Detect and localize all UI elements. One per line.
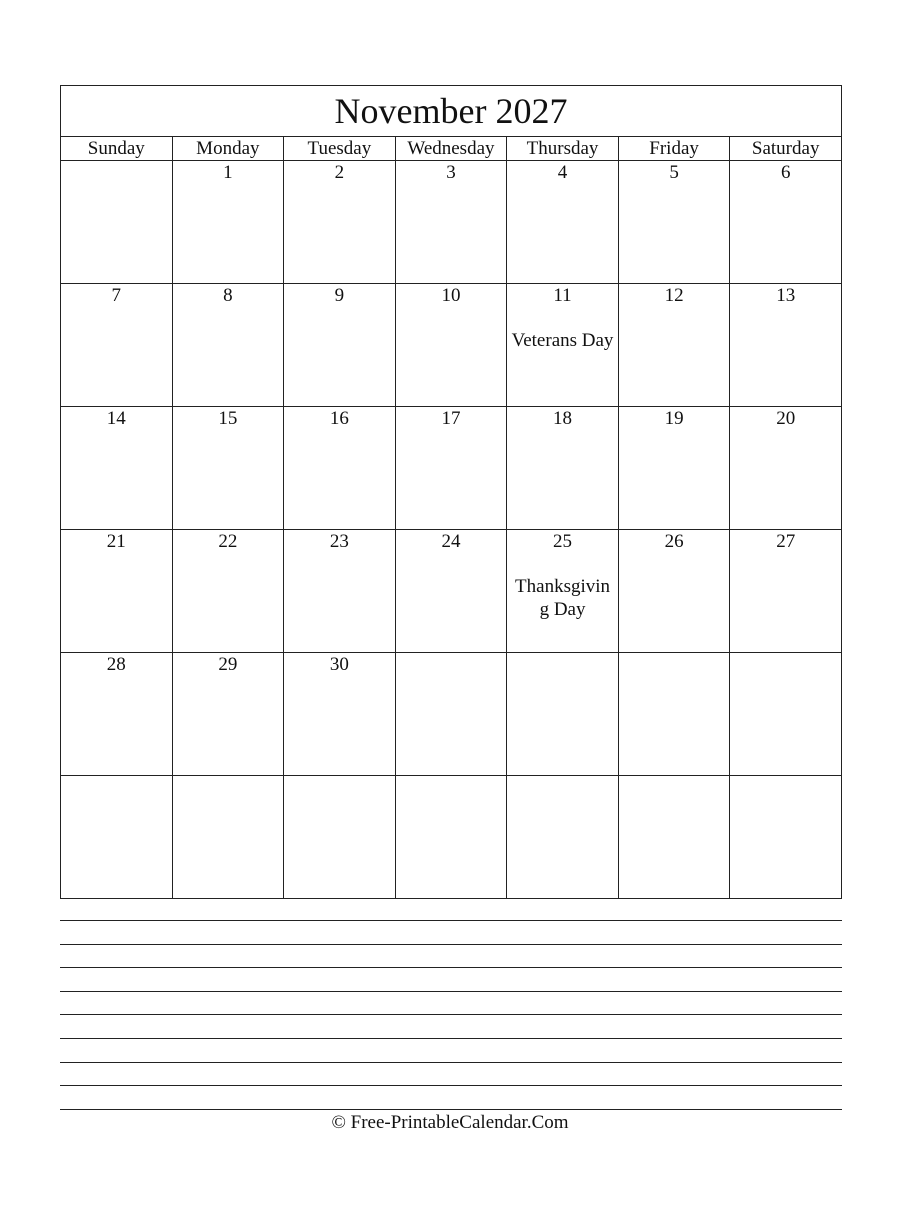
day-cell: [618, 530, 730, 653]
day-cell: [730, 776, 842, 899]
note-line: [60, 1038, 842, 1062]
day-number: 27: [776, 531, 796, 552]
day-number: 6: [780, 162, 791, 183]
day-number: [619, 776, 730, 777]
day-cell: [618, 161, 730, 284]
day-number: [396, 653, 507, 654]
notes-lines: [60, 920, 842, 1132]
day-cell: [61, 530, 173, 653]
weekday-sunday: Sunday: [61, 137, 173, 161]
day-cell: [730, 653, 842, 776]
note-line: [60, 1062, 842, 1086]
day-cell: [172, 653, 284, 776]
day-cell: [395, 776, 507, 899]
day-cell: [172, 776, 284, 899]
day-number: 2: [334, 162, 345, 183]
day-cell: [618, 776, 730, 899]
day-cell: [730, 407, 842, 530]
weekday-monday: Monday: [172, 137, 284, 161]
note-line: [60, 991, 842, 1015]
day-number: 5: [669, 162, 679, 183]
week-row: [61, 284, 842, 407]
day-number: 23: [329, 531, 349, 552]
day-cell: [284, 161, 396, 284]
day-number: 21: [106, 531, 126, 552]
day-cell: [618, 653, 730, 776]
weekday-thursday: Thursday: [507, 137, 619, 161]
day-number: 26: [664, 531, 684, 552]
note-line: [60, 1014, 842, 1038]
day-cell: [507, 161, 619, 284]
day-number: [730, 653, 841, 654]
footer-credit: © Free-PrintableCalendar.Com: [331, 1112, 569, 1133]
note-line: [60, 967, 842, 991]
day-number: [284, 776, 395, 777]
day-number: 19: [664, 408, 684, 429]
day-cell: [507, 776, 619, 899]
day-cell: [730, 284, 842, 407]
day-number: 1: [223, 162, 233, 183]
day-number: 13: [776, 285, 796, 306]
day-cell: [284, 530, 396, 653]
day-cell: [618, 407, 730, 530]
day-cell: [172, 407, 284, 530]
day-number: 8: [223, 285, 233, 306]
day-number: 12: [664, 285, 684, 306]
note-line: [60, 1085, 842, 1109]
week-row: [61, 653, 842, 776]
day-number: [396, 776, 507, 777]
week-row: [61, 530, 842, 653]
day-cell: [395, 653, 507, 776]
day-number: [61, 161, 172, 162]
calendar-title: November 2027: [61, 86, 842, 137]
day-number: 14: [106, 408, 126, 429]
day-number: [730, 776, 841, 777]
day-cell: [172, 284, 284, 407]
day-number: [507, 653, 618, 654]
weekday-header-row: [61, 137, 842, 161]
day-number: 4: [557, 162, 568, 183]
day-cell: [507, 653, 619, 776]
day-cell: [284, 653, 396, 776]
calendar-grid: [60, 85, 842, 899]
day-cell: [284, 284, 396, 407]
day-number: [61, 776, 172, 777]
day-number: 24: [441, 531, 461, 552]
day-number: 3: [446, 162, 456, 183]
day-cell: [507, 530, 619, 653]
weekday-tuesday: Tuesday: [284, 137, 396, 161]
day-number: 18: [553, 408, 573, 429]
day-number: 17: [441, 408, 461, 429]
week-row: [61, 407, 842, 530]
day-cell: [284, 407, 396, 530]
day-cell: [395, 530, 507, 653]
day-number: 28: [106, 654, 126, 675]
day-number: [619, 653, 730, 654]
day-cell: [61, 407, 173, 530]
day-cell: [61, 776, 173, 899]
day-cell: [730, 530, 842, 653]
day-cell: [172, 161, 284, 284]
day-number: 11: [553, 285, 572, 306]
week-row: [61, 161, 842, 284]
day-number: 22: [218, 531, 238, 552]
note-line: [60, 944, 842, 968]
day-cell: [395, 161, 507, 284]
weekday-friday: Friday: [618, 137, 730, 161]
holiday-label: Veterans Day: [511, 330, 614, 351]
day-number: 25: [553, 531, 573, 552]
weekday-wednesday: Wednesday: [395, 137, 507, 161]
day-cell: [61, 653, 173, 776]
day-cell: [507, 284, 619, 407]
day-number: 7: [111, 285, 122, 306]
day-cell: [730, 161, 842, 284]
day-cell: [61, 161, 173, 284]
day-cell: [61, 284, 173, 407]
day-number: [507, 776, 618, 777]
day-number: 16: [329, 408, 349, 429]
week-row: [61, 776, 842, 899]
day-number: [173, 776, 284, 777]
day-cell: [284, 776, 396, 899]
day-number: 15: [218, 408, 238, 429]
day-number: 9: [334, 285, 345, 306]
day-number: 29: [218, 654, 238, 675]
day-number: 30: [329, 654, 349, 675]
day-cell: [395, 407, 507, 530]
day-number: 10: [441, 285, 461, 306]
day-cell: [507, 407, 619, 530]
weekday-saturday: Saturday: [730, 137, 842, 161]
note-line: [60, 920, 842, 944]
day-number: 20: [776, 408, 796, 429]
holiday-label: Thanksgiving Day: [515, 576, 611, 620]
day-cell: [395, 284, 507, 407]
calendar-body: [61, 161, 842, 899]
day-cell: [618, 284, 730, 407]
day-cell: [172, 530, 284, 653]
